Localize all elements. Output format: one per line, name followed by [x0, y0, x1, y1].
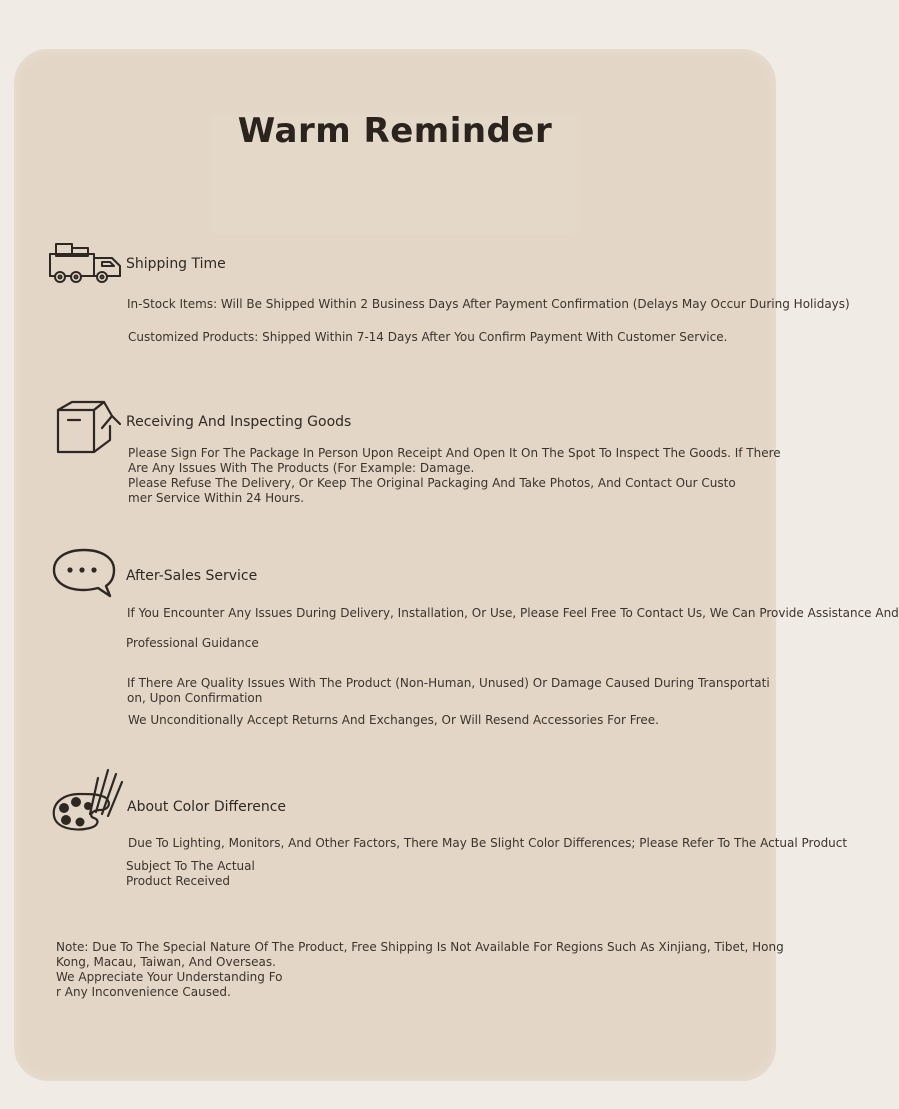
after-sales-heading: After-Sales Service [126, 568, 258, 584]
receiving-refuse-note: Please Refuse The Delivery, Or Keep The Original Packaging And Take Photos, And Contact Our Custo mer Service Within 24 Hours. [128, 476, 736, 505]
receiving-heading: Receiving And Inspecting Goods [126, 414, 352, 430]
package-box-icon [50, 396, 126, 468]
color-difference-subject-note: Subject To The Actual Product Received [126, 859, 255, 888]
after-sales-guidance-line: Professional Guidance [126, 636, 259, 650]
page-title: Warm Reminder [237, 111, 553, 151]
color-difference-heading: About Color Difference [127, 799, 287, 815]
chat-bubble-icon [50, 546, 118, 602]
truck-icon [44, 236, 124, 306]
shipping-line-instock: In-Stock Items: Will Be Shipped Within 2 Business Days After Payment Confirmation (Delays May Occur During Holidays) [127, 297, 850, 311]
receiving-instructions: Please Sign For The Package In Person Upon Receipt And Open It On The Spot To Inspect The Goods. If There Are Any Issues With The Products (For Example: Damage. [128, 446, 781, 475]
after-sales-contact-line: If You Encounter Any Issues During Delivery, Installation, Or Use, Please Feel Free To Contact Us, We Can Provide Assistance And [127, 606, 899, 620]
shipping-line-customized: Customized Products: Shipped Within 7-14 Days After You Confirm Payment With Customer Service. [128, 330, 728, 344]
after-sales-quality-note: If There Are Quality Issues With The Product (Non-Human, Unused) Or Damage Caused During Transportati on, Upon Confirmation [127, 676, 770, 705]
reminder-card [14, 49, 776, 1081]
color-difference-line: Due To Lighting, Monitors, And Other Factors, There May Be Slight Color Differences; Please Refer To The Actual Product [128, 836, 848, 850]
paint-palette-icon [50, 764, 128, 834]
after-sales-returns-line: We Unconditionally Accept Returns And Exchanges, Or Will Resend Accessories For Free. [128, 713, 659, 727]
shipping-heading: Shipping Time [126, 256, 226, 272]
appreciation-note: We Appreciate Your Understanding Fo r Any Inconvenience Caused. [56, 970, 283, 999]
shipping-exclusion-note: Note: Due To The Special Nature Of The Product, Free Shipping Is Not Available For Regions Such As Xinjiang, Tibet, Hong Kong, Macau, Taiwan, And Overseas. [56, 940, 784, 969]
